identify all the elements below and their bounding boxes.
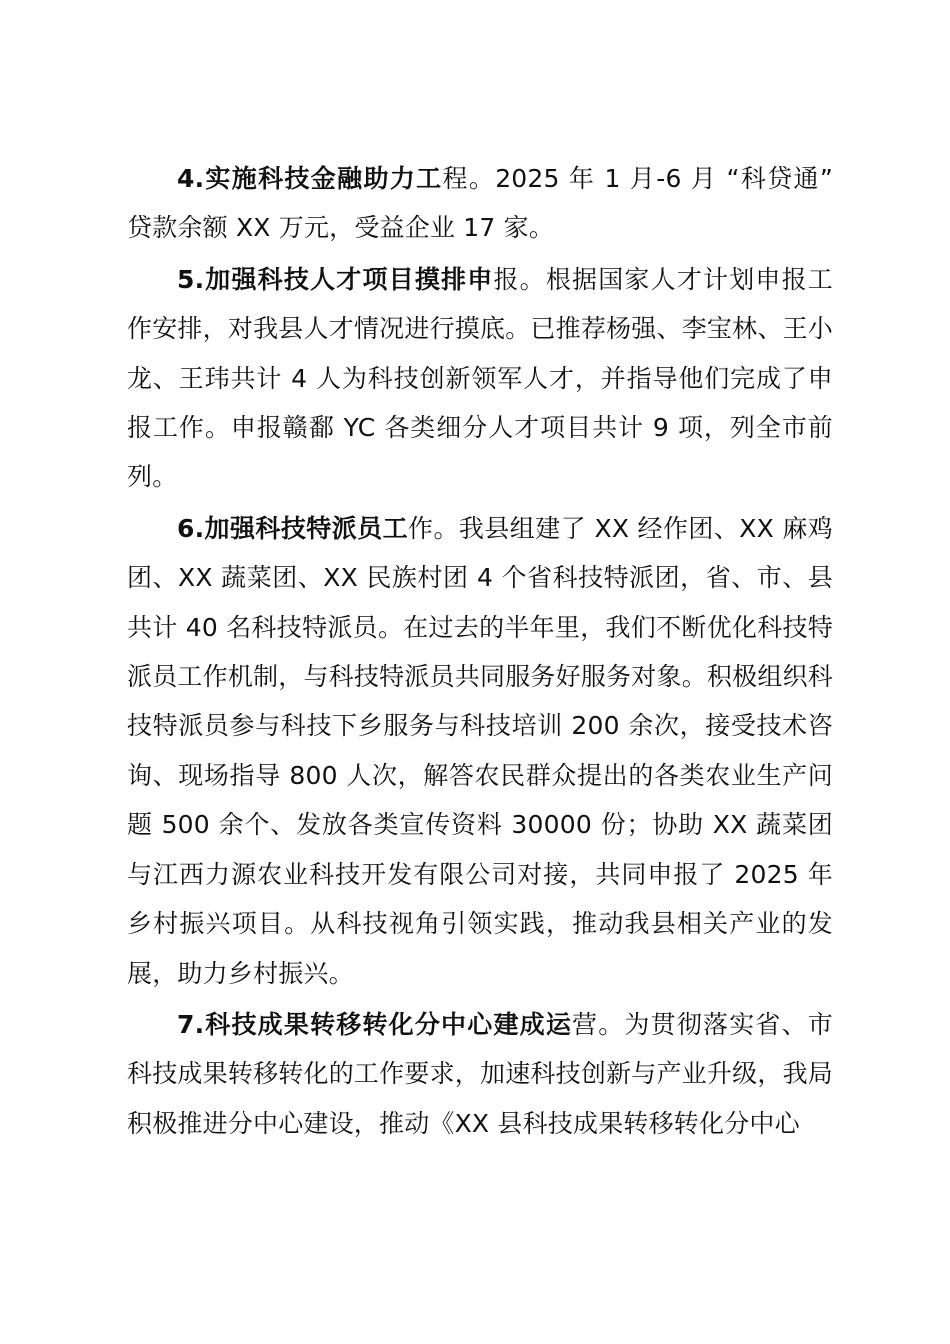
paragraph-transfer-center <box>127 1000 833 1148</box>
paragraph-heading: 4.实施科技金融助力工 <box>177 164 443 193</box>
paragraph-heading: 6.加强科技特派员工 <box>177 513 409 543</box>
paragraph-text: 报。根据国家人才计划申报工作安排，对我县人才情况进行摸底。已推荐杨强、李宝林、王小龙、王玮共计 4 人为科技创新领军人才，并指导他们完成了申报工作。申报赣鄱 YC 各类细分人才项目共计 9 项，列全市前列。 <box>127 264 833 492</box>
paragraph-text: 作。我县组建了 XX 经作团、XX 麻鸡团、XX 蔬菜团、XX 民族村团 4 个省科技特派团，省、市、县共计 40 名科技特派员。在过去的半年里，我们不断优化科技特派员工作机制，与科技特派员共同服务好服务对象。积极组织科技特派员参与科技下乡服务与科技培训 200 余次，接受技术咨询、现场指导 800 人次，解答农民群众提出的各类农业生产问题 500 余个、发放各类宣传资料 30000 份；协助 XX 蔬菜团与江西力源农业科技开发有限公司对接，共同申报了 2025 年乡村振兴项目。从科技视角引领实践，推动我县相关产业的发展，助力乡村振兴。 <box>127 513 833 988</box>
paragraph-text: 程。2025 年 1 月-6 月 “科贷通” 贷款余额 XX 万元，受益企业 17 家。 <box>127 164 833 243</box>
paragraph-tech-finance <box>127 154 833 253</box>
paragraph-text: 营。为贯彻落实省、市科技成果转移转化的工作要求，加速科技创新与产业升级，我局积极推进分中心建设，推动《XX 县科技成果转移转化分中心 <box>127 1009 833 1138</box>
document-body <box>127 154 833 1150</box>
paragraph-heading: 7.科技成果转移转化分中心建成运 <box>177 1009 573 1039</box>
paragraph-tech-commissioners <box>127 504 833 998</box>
paragraph-talent-projects <box>127 255 833 502</box>
paragraph-heading: 5.加强科技人才项目摸排申 <box>177 264 494 294</box>
